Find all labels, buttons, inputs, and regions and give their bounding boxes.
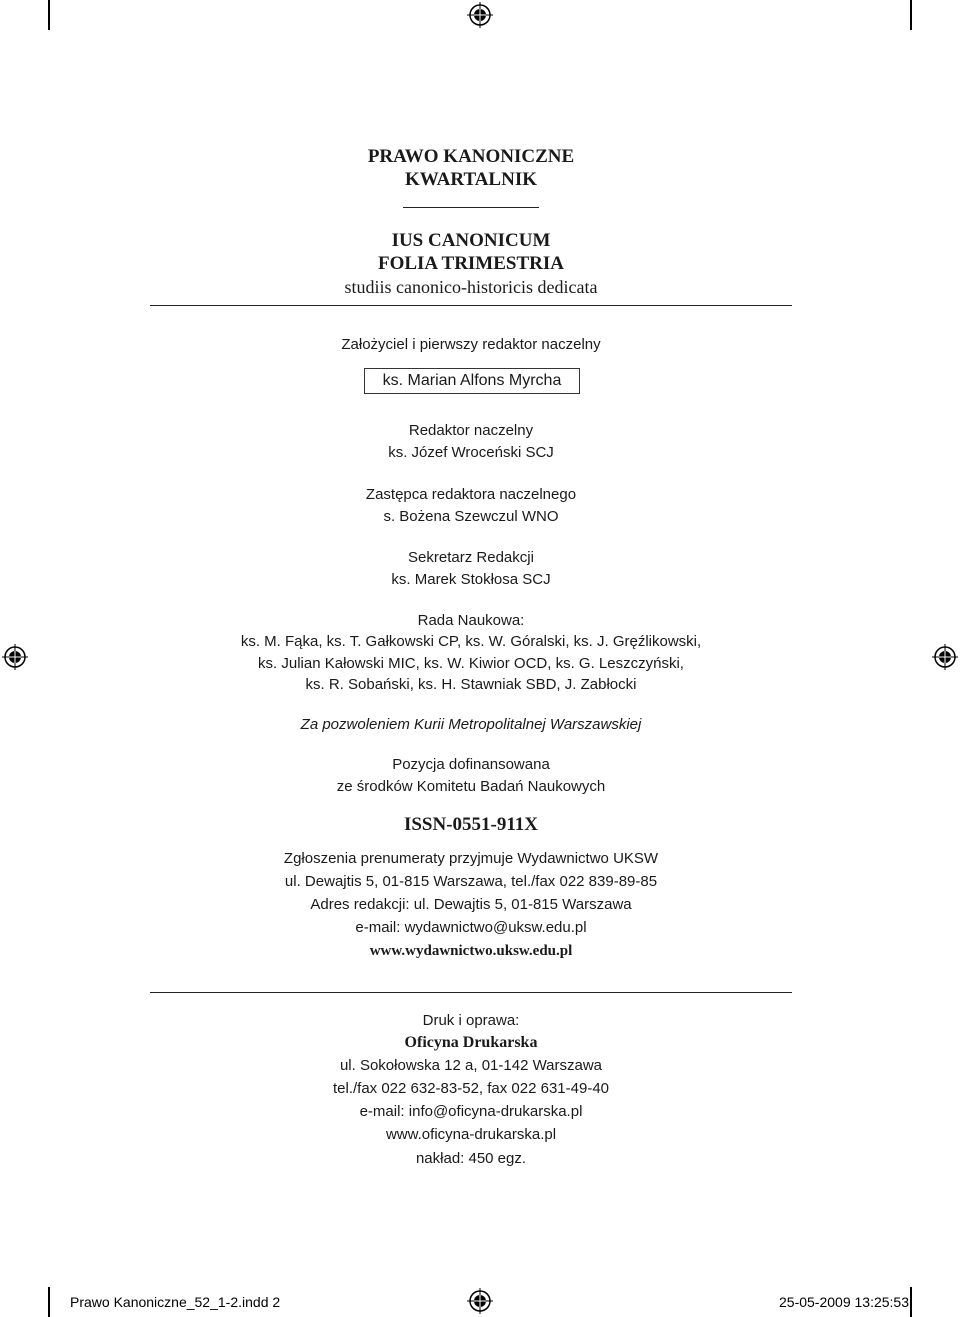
founder-name: ks. Marian Alfons Myrcha bbox=[364, 368, 580, 394]
council-members-line: ks. M. Fąka, ks. T. Gałkowski CP, ks. W. Góralski, ks. J. Gręźlikowski, bbox=[240, 633, 702, 650]
crop-mark bbox=[910, 1287, 912, 1317]
slug-filename: Prawo Kanoniczne_52_1-2.indd 2 bbox=[70, 1294, 281, 1310]
permission-note: Za pozwoleniem Kurii Metropolitalnej Warszawskiej bbox=[300, 716, 642, 733]
registration-mark-icon bbox=[932, 644, 958, 670]
secretary-name: ks. Marek Stokłosa SCJ bbox=[391, 571, 551, 588]
council-members-line: ks. Julian Kałowski MIC, ks. W. Kiwior OCD, ks. G. Leszczyński, bbox=[258, 655, 684, 672]
section-divider bbox=[150, 305, 792, 306]
issn: ISSN-0551-911X bbox=[403, 814, 539, 835]
editor-name: ks. Józef Wroceński SCJ bbox=[388, 444, 554, 461]
deputy-name: s. Bożena Szewczul WNO bbox=[383, 508, 559, 525]
funding-note: ze środków Komitetu Badań Naukowych bbox=[336, 778, 606, 795]
printer-email: e-mail: info@oficyna-drukarska.pl bbox=[359, 1103, 583, 1120]
council-label: Rada Naukowa: bbox=[417, 612, 525, 629]
latin-dedication: studiis canonico-historicis dedicata bbox=[344, 277, 598, 297]
printer-website: www.oficyna-drukarska.pl bbox=[385, 1126, 557, 1143]
printer-address: ul. Sokołowska 12 a, 01-142 Warszawa bbox=[339, 1057, 603, 1074]
section-divider bbox=[150, 992, 792, 993]
council-members-line: ks. R. Sobański, ks. H. Stawniak SBD, J. Zabłocki bbox=[305, 676, 637, 693]
latin-title: IUS CANONICUM bbox=[391, 230, 551, 251]
printer-name: Oficyna Drukarska bbox=[404, 1034, 538, 1051]
crop-mark bbox=[48, 0, 50, 30]
registration-mark-icon bbox=[467, 1288, 493, 1314]
publisher-line: Zgłoszenia prenumeraty przyjmuje Wydawnictwo UKSW bbox=[283, 850, 659, 867]
latin-subtitle: FOLIA TRIMESTRIA bbox=[377, 253, 564, 274]
registration-mark-icon bbox=[2, 644, 28, 670]
slug-timestamp: 25-05-2009 13:25:53 bbox=[779, 1294, 909, 1310]
publisher-email: e-mail: wydawnictwo@uksw.edu.pl bbox=[355, 919, 587, 936]
publisher-line: Adres redakcji: ul. Dewajtis 5, 01-815 Warszawa bbox=[310, 896, 632, 913]
editor-label: Redaktor naczelny bbox=[408, 422, 534, 439]
publisher-website: www.wydawnictwo.uksw.edu.pl bbox=[369, 943, 573, 959]
publisher-line: ul. Dewajtis 5, 01-815 Warszawa, tel./fax 022 839-89-85 bbox=[284, 873, 658, 890]
secretary-label: Sekretarz Redakcji bbox=[408, 549, 534, 566]
crop-mark bbox=[48, 1287, 50, 1317]
journal-title: PRAWO KANONICZNE bbox=[367, 146, 575, 167]
deputy-label: Zastępca redaktora naczelnego bbox=[365, 486, 577, 503]
printer-phone: tel./fax 022 632-83-52, fax 022 631-49-40 bbox=[332, 1080, 610, 1097]
title-divider bbox=[403, 207, 539, 208]
founder-label: Założyciel i pierwszy redaktor naczelny bbox=[341, 336, 601, 353]
printer-label: Druk i oprawa: bbox=[422, 1012, 520, 1029]
journal-subtitle: KWARTALNIK bbox=[405, 169, 537, 190]
circulation: nakład: 450 egz. bbox=[415, 1150, 527, 1167]
funding-note: Pozycja dofinansowana bbox=[392, 756, 550, 773]
registration-mark-icon bbox=[467, 2, 493, 28]
crop-mark bbox=[910, 0, 912, 30]
